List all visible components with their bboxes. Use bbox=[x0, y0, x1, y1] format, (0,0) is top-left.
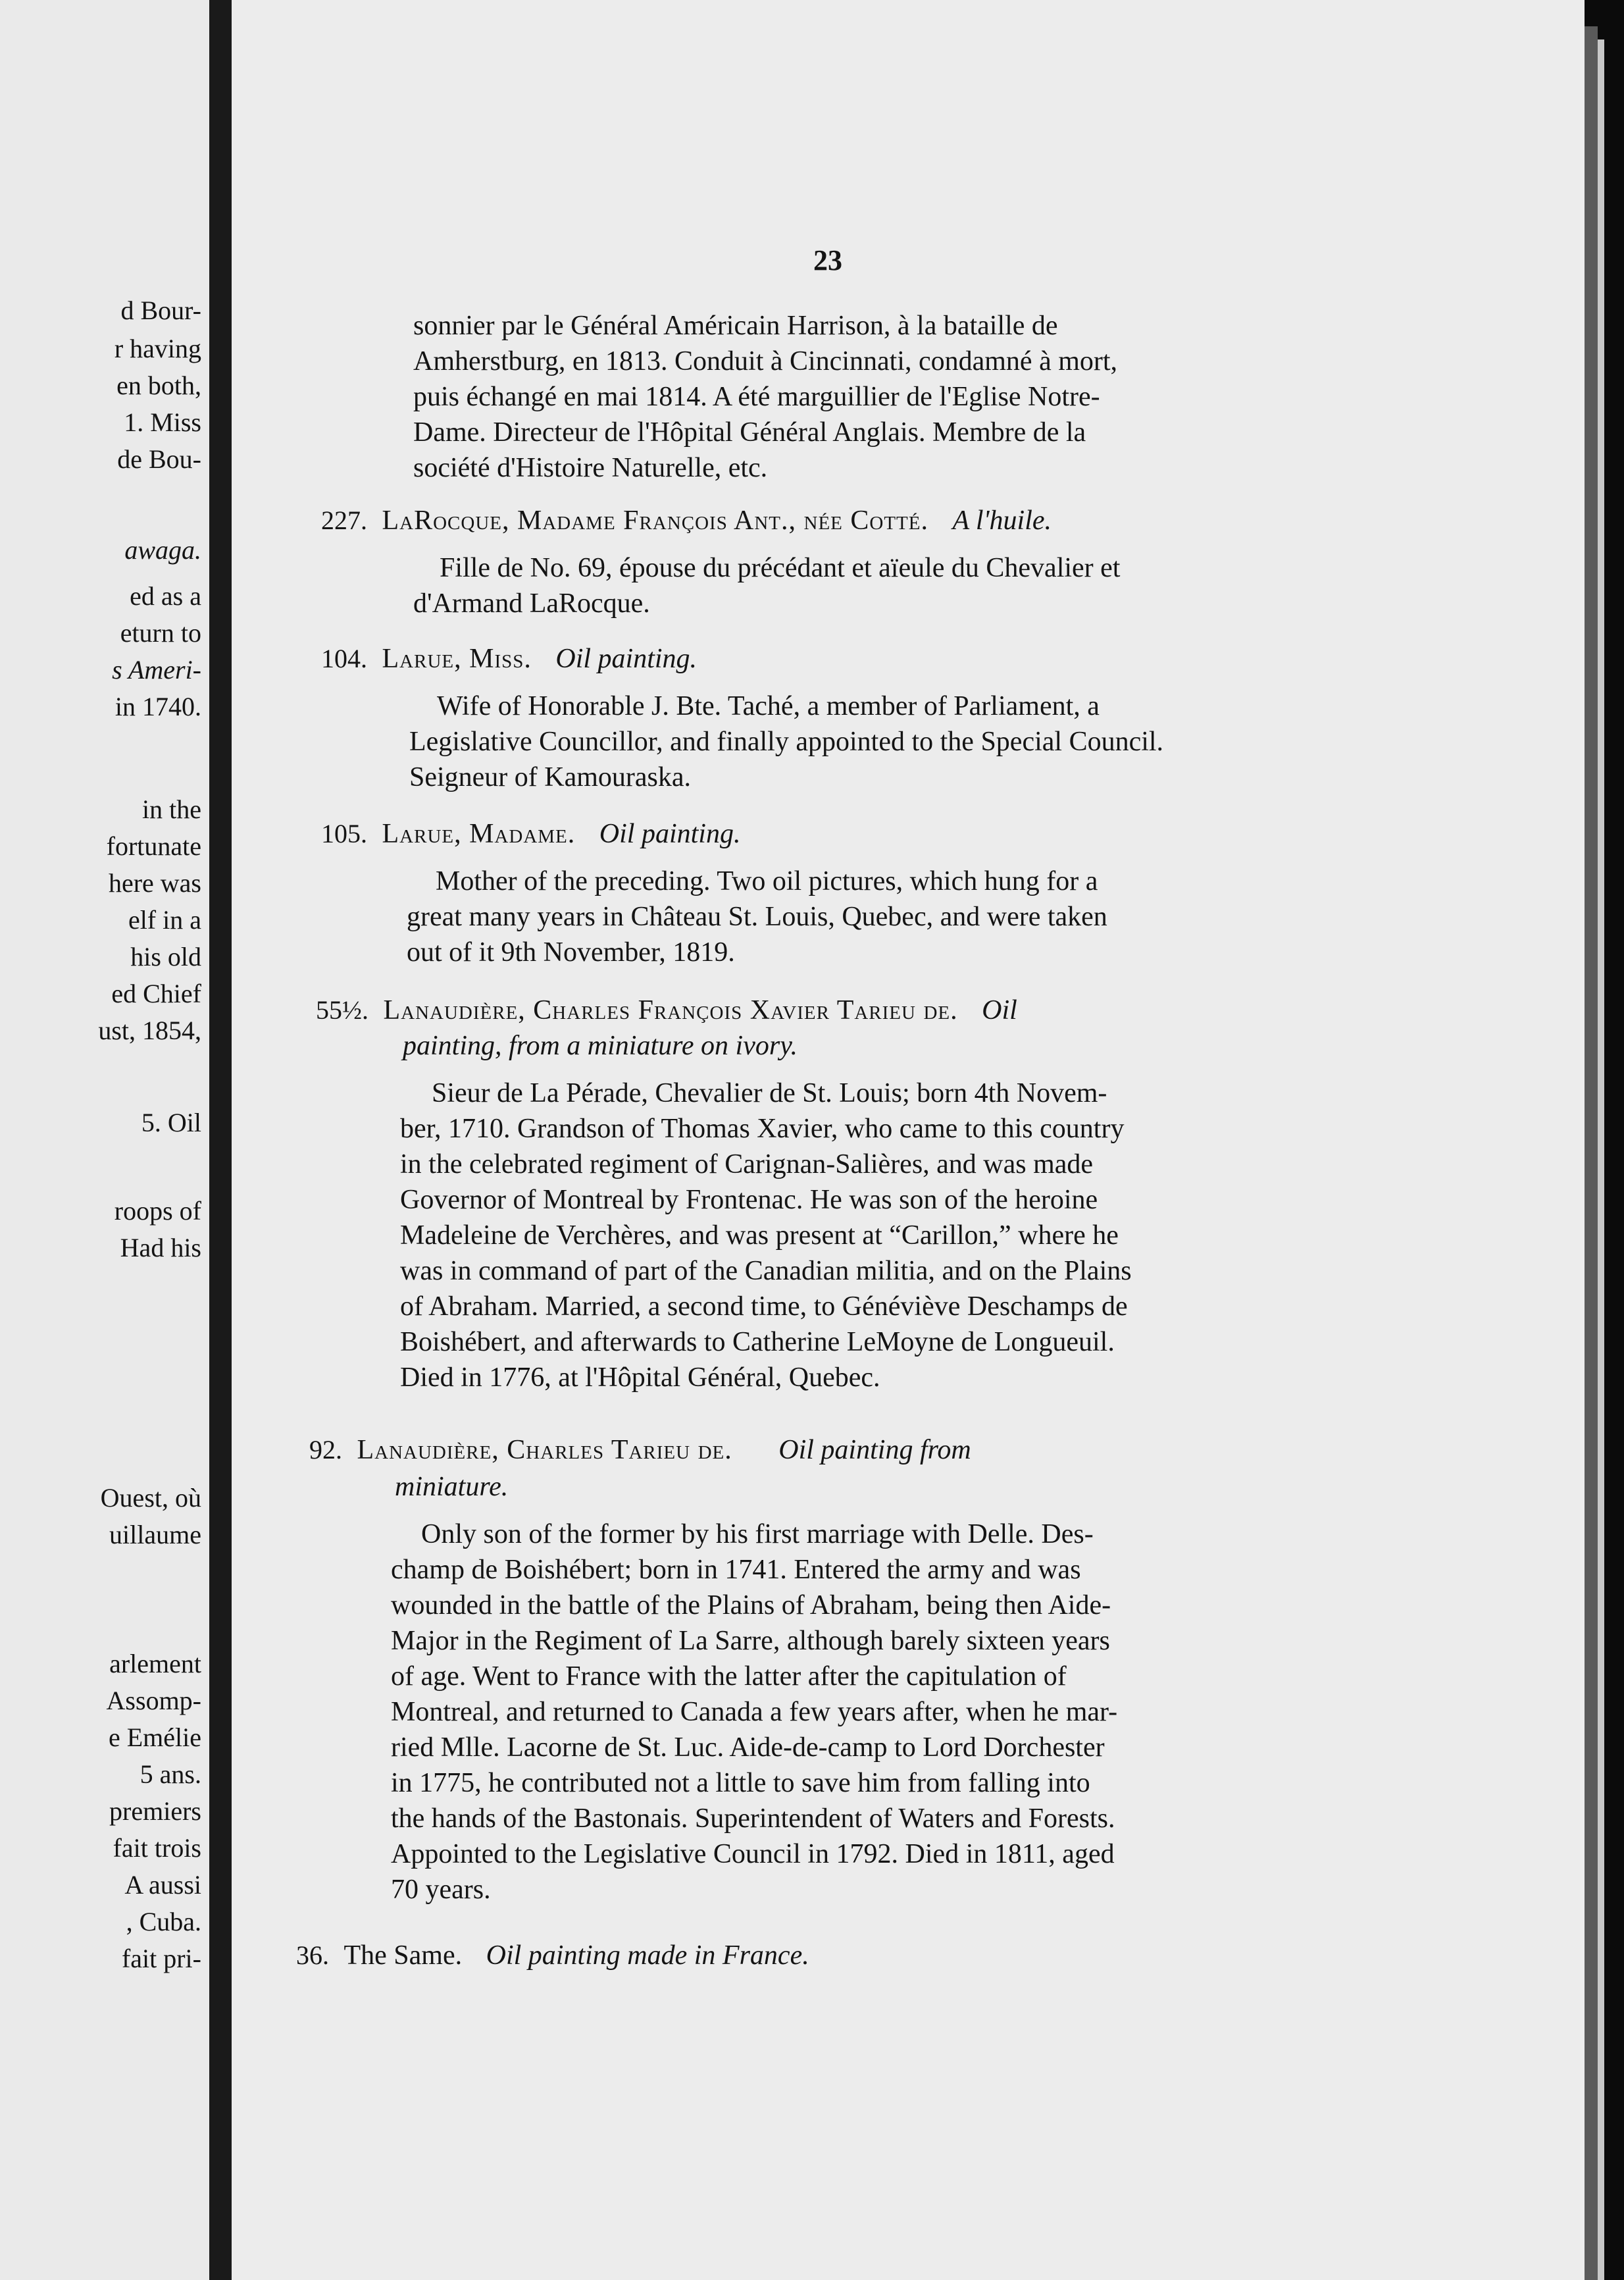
entry-medium-continued: painting, from a miniature on ivory. bbox=[403, 1031, 798, 1061]
left-page-line: Had his bbox=[120, 1233, 201, 1262]
entry-medium-continued: miniature. bbox=[395, 1472, 509, 1502]
text-line: Madeleine de Verchères, and was present at “Carillon,” where he bbox=[400, 1220, 1119, 1251]
left-page-line: fait pri- bbox=[121, 1944, 201, 1973]
book-gutter bbox=[209, 0, 232, 2280]
text-line: Legislative Councillor, and finally appointed to the Special Council. bbox=[409, 727, 1164, 757]
entry-number: 55½. bbox=[316, 995, 368, 1025]
left-page-line: s Ameri- bbox=[112, 655, 201, 685]
facing-page-left bbox=[0, 0, 209, 2280]
left-page-line: 5 ans. bbox=[140, 1759, 201, 1789]
catalogue-entry-heading bbox=[309, 1436, 971, 1464]
entry-name: The Same. bbox=[343, 1940, 463, 1971]
left-page-line: uillaume bbox=[109, 1520, 201, 1549]
left-page-line: fortunate bbox=[106, 831, 201, 861]
entry-name: Lanaudière, Charles François Xavier Tarieu de. bbox=[383, 995, 958, 1025]
text-line: out of it 9th November, 1819. bbox=[407, 937, 735, 968]
left-page-line: elf in a bbox=[128, 905, 201, 935]
left-page-line: eturn to bbox=[120, 618, 201, 648]
text-line: Only son of the former by his first marriage with Delle. Des- bbox=[421, 1519, 1094, 1549]
left-page-line: en both, bbox=[116, 371, 201, 400]
catalogue-entry-heading bbox=[321, 820, 740, 848]
catalogue-entry-heading bbox=[321, 507, 1052, 534]
left-page-line: de Bou- bbox=[117, 444, 201, 474]
left-page-line: in 1740. bbox=[114, 692, 201, 721]
text-line: Dame. Directeur de l'Hôpital Général Anglais. Membre de la bbox=[413, 417, 1086, 448]
entry-number: 105. bbox=[321, 819, 367, 848]
left-page-line: fait trois bbox=[113, 1833, 201, 1863]
text-line: Boishébert, and afterwards to Catherine LeMoyne de Longueuil. bbox=[400, 1327, 1115, 1357]
entry-medium: Oil painting. bbox=[599, 819, 741, 849]
text-line: puis échangé en mai 1814. A été marguillier de l'Eglise Notre- bbox=[413, 382, 1100, 412]
text-line: was in command of part of the Canadian militia, and on the Plains bbox=[400, 1256, 1132, 1286]
left-page-line: in the bbox=[142, 794, 201, 824]
entry-number: 104. bbox=[321, 644, 367, 673]
left-page-line: awaga. bbox=[124, 535, 201, 565]
entry-name: Larue, Miss. bbox=[382, 644, 532, 674]
text-line: Mother of the preceding. Two oil pictures, which hung for a bbox=[436, 866, 1098, 896]
text-line: Major in the Regiment of La Sarre, although barely sixteen years bbox=[391, 1626, 1110, 1656]
left-page-line: his old bbox=[130, 942, 201, 972]
text-line: of age. Went to France with the latter after the capitulation of bbox=[391, 1661, 1067, 1692]
catalogue-entry-heading bbox=[296, 1942, 809, 1969]
text-line: Amherstburg, en 1813. Conduit à Cincinnati, condamné à mort, bbox=[413, 346, 1118, 376]
left-page-line: here was bbox=[108, 868, 201, 898]
left-page-line: r having bbox=[114, 334, 201, 363]
text-line: Seigneur of Kamouraska. bbox=[409, 762, 692, 792]
entry-name: Lanaudière, Charles Tarieu de. bbox=[357, 1435, 732, 1465]
left-page-line: premiers bbox=[109, 1796, 201, 1826]
text-line: d'Armand LaRocque. bbox=[413, 588, 650, 619]
text-line: the hands of the Bastonais. Superintendent of Waters and Forests. bbox=[391, 1803, 1115, 1834]
entry-medium: Oil painting made in France. bbox=[486, 1940, 809, 1971]
text-line: société d'Histoire Naturelle, etc. bbox=[413, 453, 768, 483]
text-line: wounded in the battle of the Plains of Abraham, being then Aide- bbox=[391, 1590, 1111, 1620]
left-page-line: arlement bbox=[109, 1649, 201, 1678]
text-line: of Abraham. Married, a second time, to Généviève Deschamps de bbox=[400, 1291, 1128, 1322]
left-page-line: roops of bbox=[114, 1196, 201, 1226]
entry-number: 92. bbox=[309, 1435, 342, 1464]
left-page-line: ed as a bbox=[130, 581, 201, 611]
left-page-line: , Cuba. bbox=[126, 1907, 201, 1936]
entry-medium: Oil painting. bbox=[555, 644, 698, 674]
left-page-line: d Bour- bbox=[120, 296, 201, 325]
text-line: champ de Boishébert; born in 1741. Entered the army and was bbox=[391, 1555, 1081, 1585]
page-number: 23 bbox=[813, 244, 842, 276]
left-page-line: ed Chief bbox=[111, 979, 201, 1008]
catalogue-entry-heading bbox=[316, 997, 1017, 1024]
text-line: ber, 1710. Grandson of Thomas Xavier, who came to this country bbox=[400, 1114, 1125, 1144]
entry-medium: A l'huile. bbox=[952, 505, 1052, 536]
text-line: Montreal, and returned to Canada a few years after, when he mar- bbox=[391, 1697, 1118, 1727]
text-line: sonnier par le Général Américain Harrison, à la bataille de bbox=[413, 311, 1058, 341]
catalogue-entry-heading bbox=[321, 645, 697, 673]
page-edge bbox=[1598, 39, 1604, 2280]
text-line: Sieur de La Pérade, Chevalier de St. Louis; born 4th Novem- bbox=[432, 1078, 1107, 1108]
left-page-line: 5. Oil bbox=[141, 1108, 201, 1137]
left-page-line: e Emélie bbox=[108, 1723, 201, 1752]
text-line: in the celebrated regiment of Carignan-Salières, and was made bbox=[400, 1149, 1094, 1179]
left-page-line: 1. Miss bbox=[124, 407, 201, 437]
entry-number: 36. bbox=[296, 1940, 329, 1970]
left-page-line: Ouest, où bbox=[100, 1483, 201, 1513]
left-page-line: A aussi bbox=[124, 1870, 201, 1900]
text-line: in 1775, he contributed not a little to save him from falling into bbox=[391, 1768, 1090, 1798]
entry-number: 227. bbox=[321, 505, 367, 535]
entry-medium: Oil bbox=[982, 995, 1017, 1025]
entry-name: Larue, Madame. bbox=[382, 819, 576, 849]
text-line: Died in 1776, at l'Hôpital Général, Quebec. bbox=[400, 1362, 880, 1393]
text-line: great many years in Château St. Louis, Quebec, and were taken bbox=[407, 902, 1107, 932]
page-edge bbox=[1585, 26, 1598, 2280]
text-line: Appointed to the Legislative Council in 1792. Died in 1811, aged bbox=[391, 1839, 1115, 1869]
text-line: ried Mlle. Lacorne de St. Luc. Aide-de-camp to Lord Dorchester bbox=[391, 1732, 1105, 1763]
text-line: Wife of Honorable J. Bte. Taché, a member of Parliament, a bbox=[437, 691, 1100, 721]
left-page-line: ust, 1854, bbox=[98, 1016, 201, 1045]
entry-name: LaRocque, Madame François Ant., née Cotté. bbox=[382, 505, 928, 536]
left-page-line: Assomp- bbox=[106, 1686, 201, 1715]
entry-medium: Oil painting from bbox=[778, 1435, 971, 1465]
text-line: 70 years. bbox=[391, 1875, 491, 1905]
text-line: Governor of Montreal by Frontenac. He was son of the heroine bbox=[400, 1185, 1098, 1215]
text-line: Fille de No. 69, épouse du précédant et aïeule du Chevalier et bbox=[440, 553, 1121, 583]
